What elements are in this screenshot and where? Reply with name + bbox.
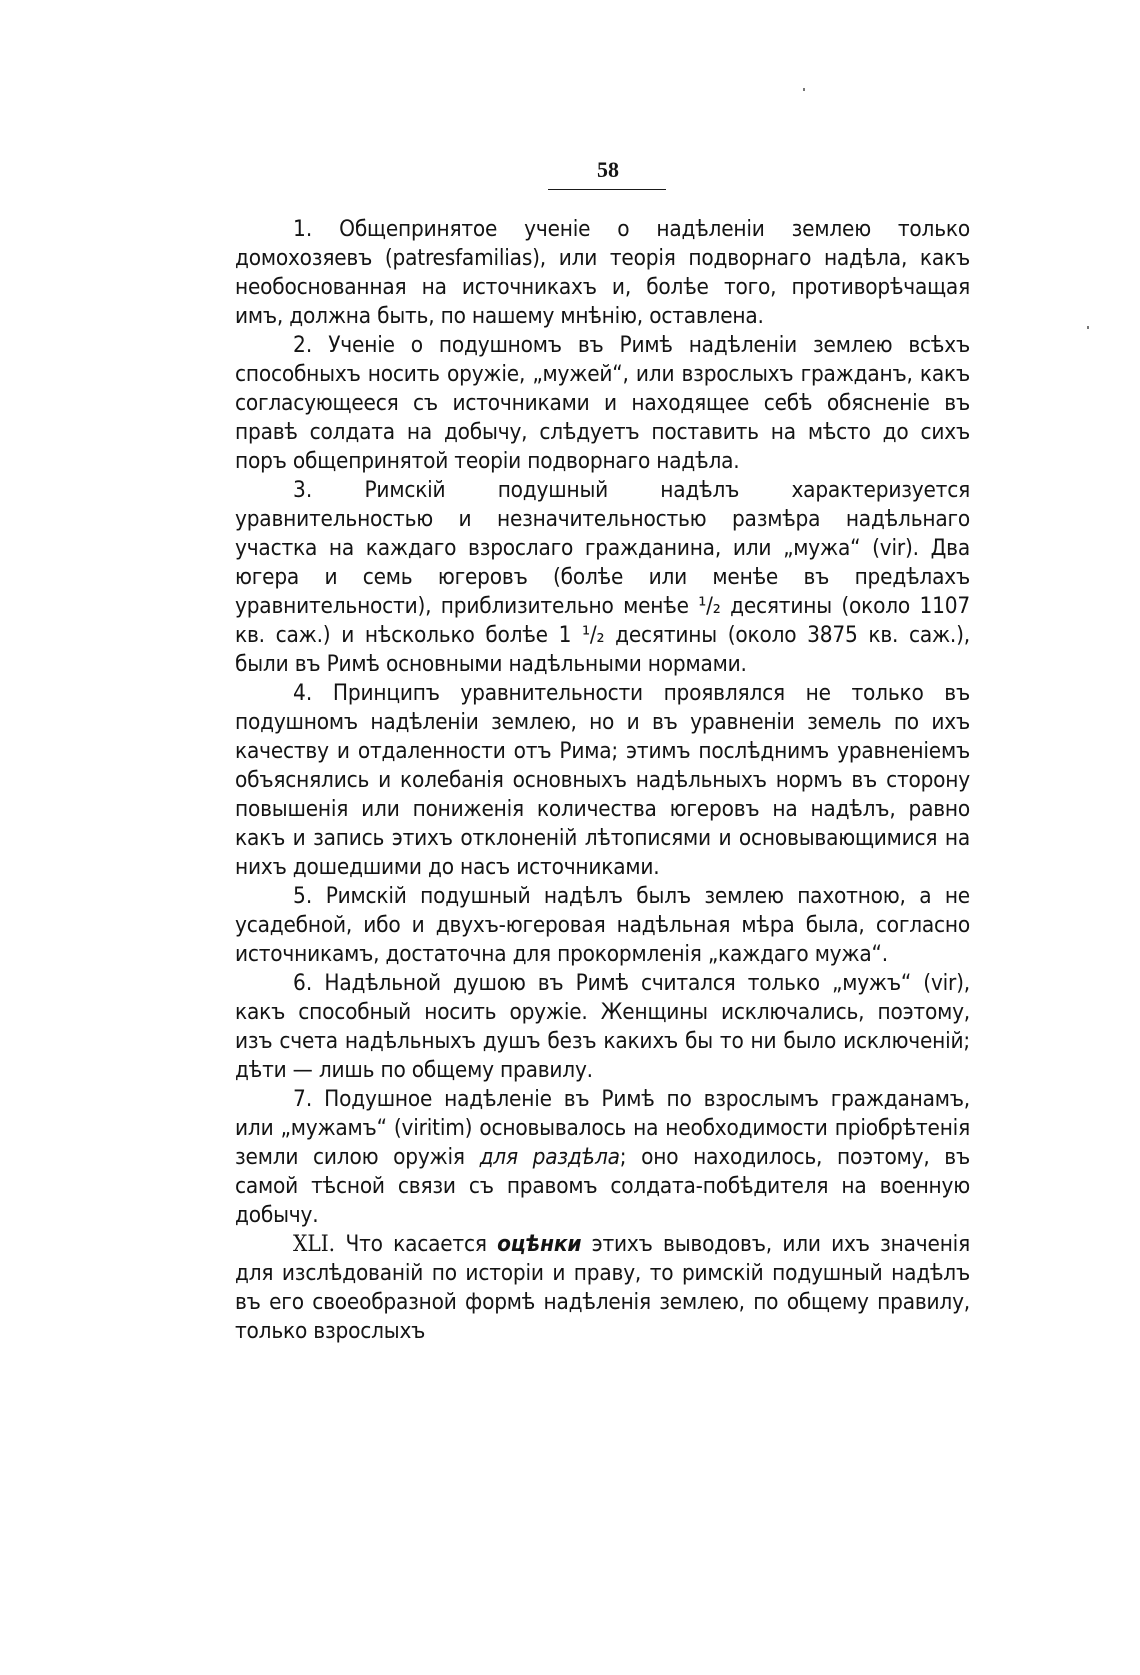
paragraph-7 — [235, 1085, 970, 1230]
paragraph-text-before: Что касается — [345, 1231, 498, 1257]
paragraph-number: 1. — [293, 216, 313, 242]
paragraph-3 — [235, 476, 970, 679]
paragraph-number: 7. — [293, 1086, 313, 1112]
paragraph-xli — [235, 1230, 970, 1346]
paragraph-text: Римскій подушный надѣлъ былъ землею пахотною, а не усадебной, ибо и двухъ-югеровая надѣльная мѣра была, согласно источникамъ, достаточна для прокормленія „каждаго мужа“. — [235, 883, 970, 967]
paragraph-number: 6. — [293, 970, 313, 996]
paragraph-number: 4. — [293, 680, 313, 706]
paragraph-1 — [235, 215, 970, 331]
page-number: 58 — [597, 157, 619, 182]
paragraph-text: Общепринятое ученіе о надѣленіи землею только домохозяевъ (patresfamilias), или теорія подворнаго надѣла, какъ необоснованная на источникахъ и, болѣе того, противорѣчащая имъ, должна быть, по нашему мнѣнію, оставлена. — [235, 216, 970, 329]
paragraph-text: Надѣльной душою въ Римѣ считался только „мужъ“ (vir), какъ способный носить оружіе. Женщины исключались, поэтому, изъ счета надѣльныхъ душъ безъ какихъ бы то ни было исключеній; дѣти — лишь по общему правилу. — [235, 970, 970, 1083]
emphasis-text: оцѣнки — [497, 1231, 582, 1257]
paragraph-text-after: этихъ выводовъ, или ихъ значенія для изслѣдованій по исторіи и праву, то римскій подушный надѣлъ въ его своеобразной формѣ надѣленія землею, по общему правилу, только взрослыхъ — [235, 1231, 970, 1344]
header-rule — [548, 189, 666, 190]
paragraph-6 — [235, 969, 970, 1085]
paragraph-text: Ученіе о подушномъ въ Римѣ надѣленіи землею всѣхъ способныхъ носить оружіе, „мужей“, или взрослыхъ гражданъ, какъ согласующееся съ источниками и находящее себѣ обясненіе въ правѣ солдата на добычу, слѣдуетъ поставить на мѣсто до сихъ поръ общепринятой теоріи подворнаго надѣла. — [235, 332, 970, 474]
paragraph-text-after: ; оно находилось, поэтому, въ самой тѣсной связи съ правомъ солдата-побѣдителя на военную добычу. — [235, 1144, 970, 1228]
print-speck — [803, 88, 805, 91]
paragraph-5 — [235, 882, 970, 969]
paragraph-number: 5. — [293, 883, 313, 909]
paragraph-number: 2. — [293, 332, 313, 358]
paragraph-number: 3. — [293, 477, 313, 503]
paragraph-4 — [235, 679, 970, 882]
body-text — [235, 215, 970, 1346]
paragraph-text: Принципъ уравнительности проявлялся не только въ подушномъ надѣленіи землею, но и въ уравненіи земель по ихъ качеству и отдаленности отъ Рима; этимъ послѣднимъ уравненіемъ объяснялись и колебанія основныхъ надѣльныхъ нормъ въ сторону повышенія или пониженія количества югеровъ на надѣлъ, равно какъ и запись этихъ отклоненій лѣтописями и основывающимися на нихъ дошедшими до насъ источниками. — [235, 680, 970, 880]
emphasis-text: для раздѣла — [479, 1144, 620, 1170]
paragraph-2 — [235, 331, 970, 476]
paragraph-text-before: Подушное надѣленіе въ Римѣ по взрослымъ гражданамъ, или „мужамъ“ (viritim) основывалось на необходимости пріобрѣтенія земли силою оружія — [235, 1086, 970, 1170]
paragraph-text: Римскій подушный надѣлъ характеризуется уравнительностью и незначительностью размѣра надѣльнаго участка на каждаго взрослаго гражданина, или „мужа“ (vir). Два югера и семь югеровъ (болѣе или менѣе въ предѣлахъ уравнительности), приблизительно менѣе ¹/₂ десятины (около 1107 кв. саж.) и нѣсколько болѣе 1 ¹/₂ десятины (около 3875 кв. саж.), были въ Римѣ основными надѣльными нормами. — [235, 477, 970, 677]
print-speck — [1087, 326, 1089, 329]
section-number: XLI. — [293, 1231, 336, 1257]
